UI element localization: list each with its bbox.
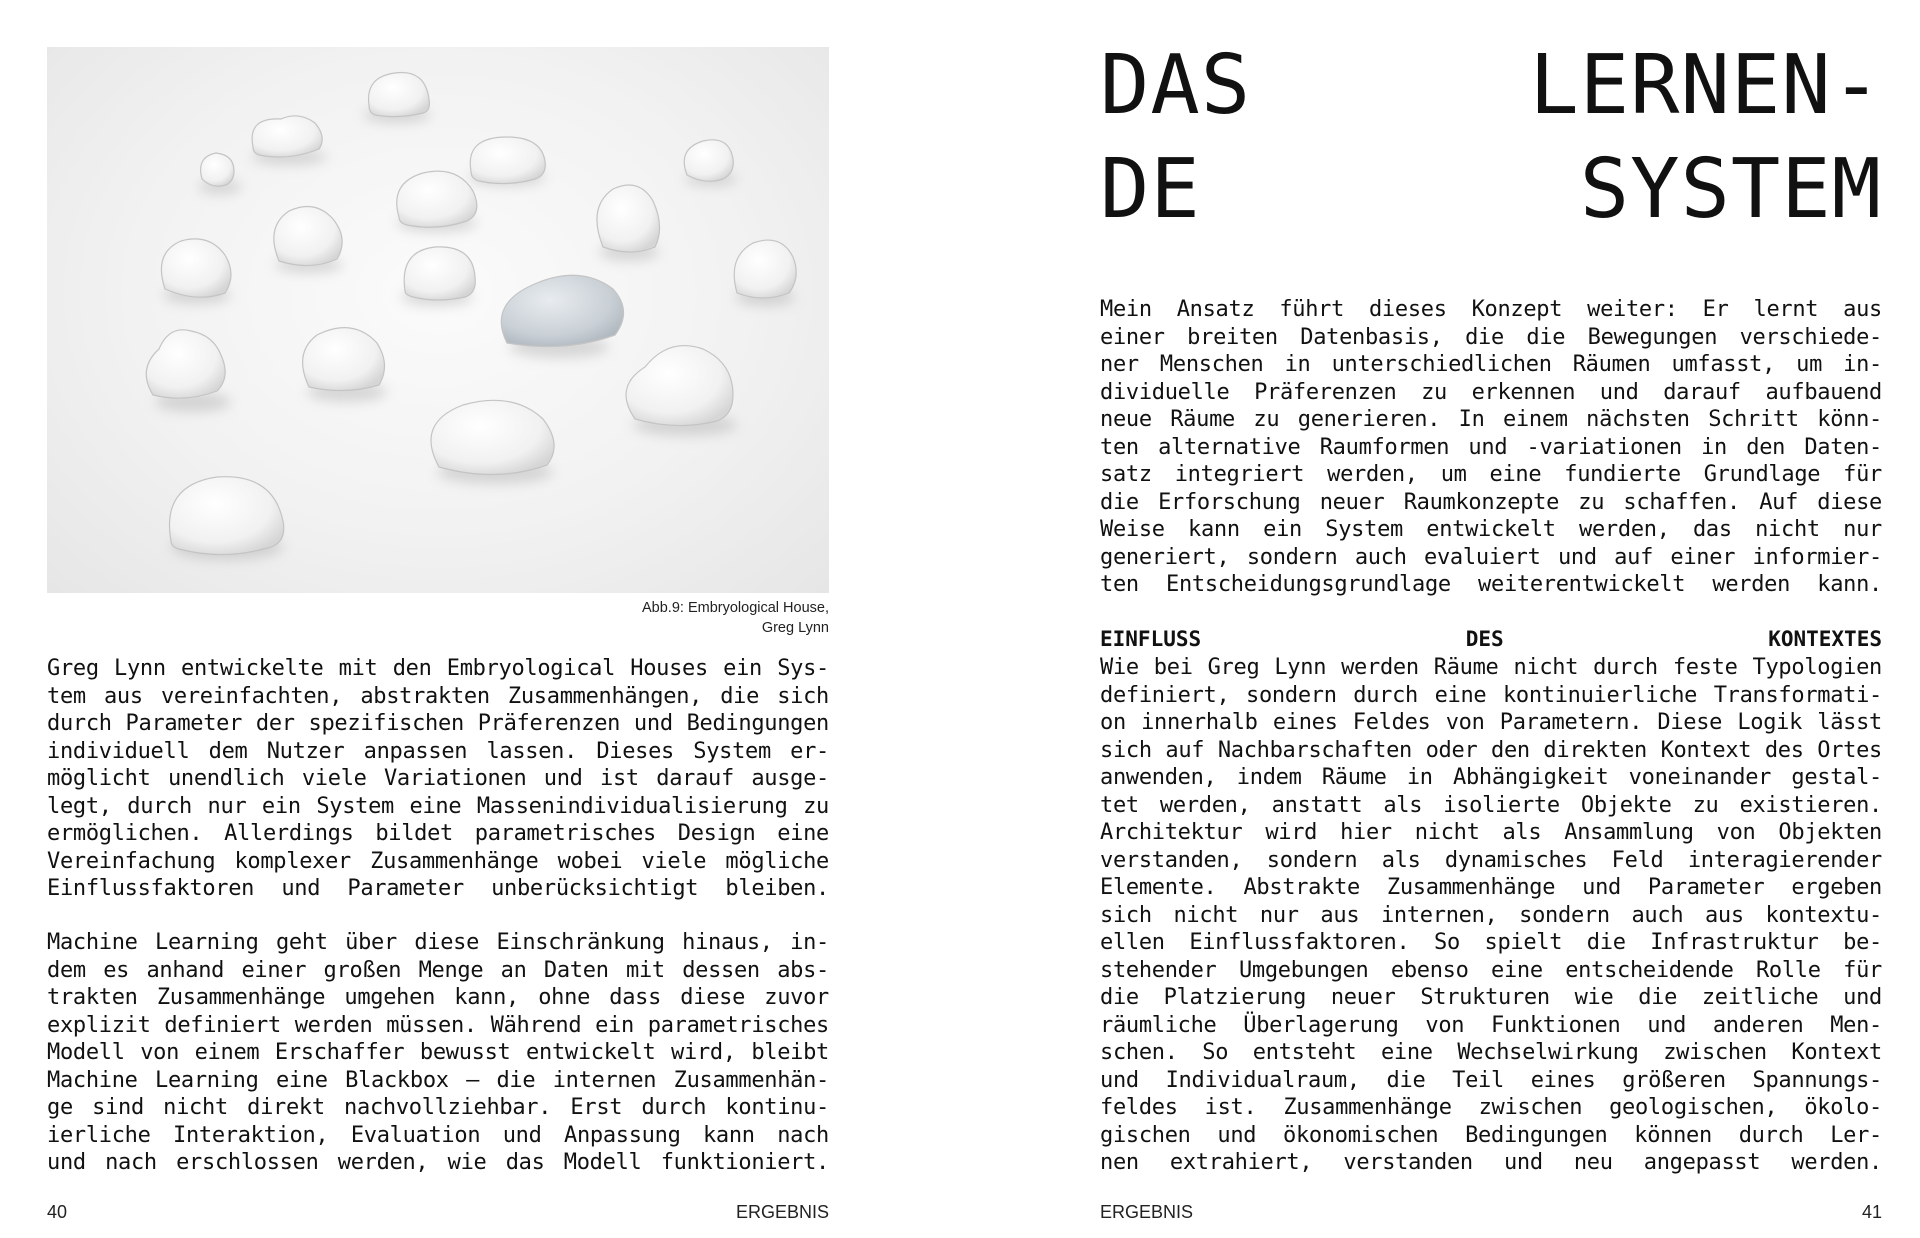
text-line: ner Menschen in unterschiedlichen Räumen umfasst, um in- [1100,352,1882,377]
text-line: räumliche Überlagerung von Funktionen und anderen Men- [1100,1012,1882,1038]
text-line: neue Räume zu generieren. In einem nächsten Schritt könn- [1100,407,1882,432]
subheading-einfluss [1100,626,1882,654]
text-line: ten Entscheidungsgrundlage weiterentwickelt werden kann. [1100,572,1882,597]
text-line: feldes ist. Zusammenhänge zwischen geologischen, ökolo- [1100,1095,1882,1120]
text-line: sich auf Nachbarschaften oder den direkten Kontext des Ortes [1100,737,1882,763]
text-line: Machine Learning geht über diese Einschränkung hinaus, in- [47,930,829,955]
text-line: generiert, sondern auch evaluiert und auf einer informier- [1100,544,1882,570]
text-line: ge sind nicht direkt nachvollziehbar. Erst durch kontinu- [47,1095,829,1120]
text-line: Elemente. Abstrakte Zusammenhänge und Parameter ergeben [1100,875,1882,900]
title-line-2 [1100,138,1882,242]
text-line: möglicht unendlich viele Variationen und ist darauf ausge- [47,766,829,791]
text-line: die Erforschung neuer Raumkonzepte zu schaffen. Auf diese [1100,489,1882,515]
text-line: tet werden, anstatt als isolierte Objekte zu existieren. [1100,792,1882,818]
text-line: Einflussfaktoren und Parameter unberücksichtigt bleiben. [47,876,829,901]
right-paragraph-2 [1100,654,1882,1177]
page-title [1100,34,1882,242]
text-line: on innerhalb eines Feldes von Parametern. Diese Logik lässt [1100,710,1882,735]
title-word: LERNEN- [1529,38,1882,133]
text-line: satz integriert werden, um eine fundierte Grundlage für [1100,462,1882,487]
text-line: tem aus vereinfachten, abstrakten Zusammenhängen, die sich [47,683,829,709]
text-line: stehender Umgebungen ebenso eine entscheidende Rolle für [1100,957,1882,983]
text-line: Modell von einem Erschaffer bewusst entwickelt wird, bleibt [47,1040,829,1065]
text-line: trakten Zusammenhänge umgehen kann, ohne dass diese zuvor [47,985,829,1010]
text-line: Machine Learning eine Blackbox – die internen Zusammenhän- [47,1067,829,1093]
text-line: explizit definiert werden müssen. Während ein parametrisches [47,1012,829,1038]
section-label-left: ERGEBNIS [735,1202,829,1222]
section-label-right: ERGEBNIS [1100,1202,1194,1222]
left-paragraph-1 [47,655,829,903]
caption-line-1: Abb.9: Embryological House, [642,600,829,616]
text-line: schen. So entsteht eine Wechselwirkung zwischen Kontext [1100,1040,1882,1065]
text-line: und Individualraum, die Teil eines größeren Spannungs- [1100,1067,1882,1093]
text-line: Vereinfachung komplexer Zusammenhänge wobei viele mögliche [47,848,829,874]
title-word: DAS [1100,38,1252,133]
text-line: und nach erschlossen werden, wie das Modell funktioniert. [47,1150,829,1175]
text-line: ierliche Interaktion, Evaluation und Anpassung kann nach [47,1122,829,1148]
subheading-word: KONTEXTES [1768,627,1882,651]
text-line: sich nicht nur aus internen, sondern auch aus kontextu- [1100,902,1882,928]
photo-illustration [47,47,829,593]
text-line: ermöglichen. Allerdings bildet parametrisches Design eine [47,821,829,846]
embryological-house-photo [47,47,829,593]
text-line: die Platzierung neuer Strukturen wie die zeitliche und [1100,985,1882,1010]
text-line: Mein Ansatz führt dieses Konzept weiter: Er lernt aus [1100,297,1882,322]
text-line: dem es anhand einer großen Menge an Daten mit dessen abs- [47,957,829,983]
text-line: Weise kann ein System entwickelt werden, das nicht nur [1100,517,1882,542]
page-number-right: 41 [1861,1202,1882,1222]
text-line: durch Parameter der spezifischen Präferenzen und Bedingungen [47,711,829,736]
text-line: gischen und ökonomischen Bedingungen können durch Ler- [1100,1122,1882,1148]
text-line: verstanden, sondern als dynamisches Feld interagierender [1100,847,1882,873]
text-line: Wie bei Greg Lynn werden Räume nicht durch feste Typologien [1100,655,1882,680]
caption-line-2: Greg Lynn [761,620,829,636]
right-paragraph-1 [1100,296,1882,599]
figure-caption [47,598,829,638]
text-line: legt, durch nur ein System eine Massenindividualisierung zu [47,793,829,819]
text-line: ten alternative Raumformen und -variationen in den Daten- [1100,434,1882,460]
text-line: anwenden, indem Räume in Abhängigkeit voneinander gestal- [1100,765,1882,790]
title-word: DE [1100,142,1201,237]
subheading-word: EINFLUSS [1100,627,1202,651]
text-line: nen extrahiert, verstanden und neu angepasst werden. [1100,1150,1882,1175]
text-line: Architektur wird hier nicht als Ansammlung von Objekten [1100,820,1882,845]
title-line-1 [1100,34,1882,138]
text-line: definiert, sondern durch eine kontinuierliche Transformati- [1100,682,1882,708]
left-paragraph-2 [47,929,829,1177]
text-line: Greg Lynn entwickelte mit den Embryological Houses ein Sys- [47,656,829,681]
text-line: einer breiten Datenbasis, die die Bewegungen verschiede- [1100,324,1882,350]
title-word: SYSTEM [1579,142,1882,237]
text-line: dividuelle Präferenzen zu erkennen und darauf aufbauend [1100,379,1882,405]
subheading-word: DES [1465,627,1504,651]
page-number-left: 40 [47,1202,68,1222]
text-line: individuell dem Nutzer anpassen lassen. Dieses System er- [47,738,829,764]
text-line: ellen Einflussfaktoren. So spielt die Infrastruktur be- [1100,930,1882,955]
